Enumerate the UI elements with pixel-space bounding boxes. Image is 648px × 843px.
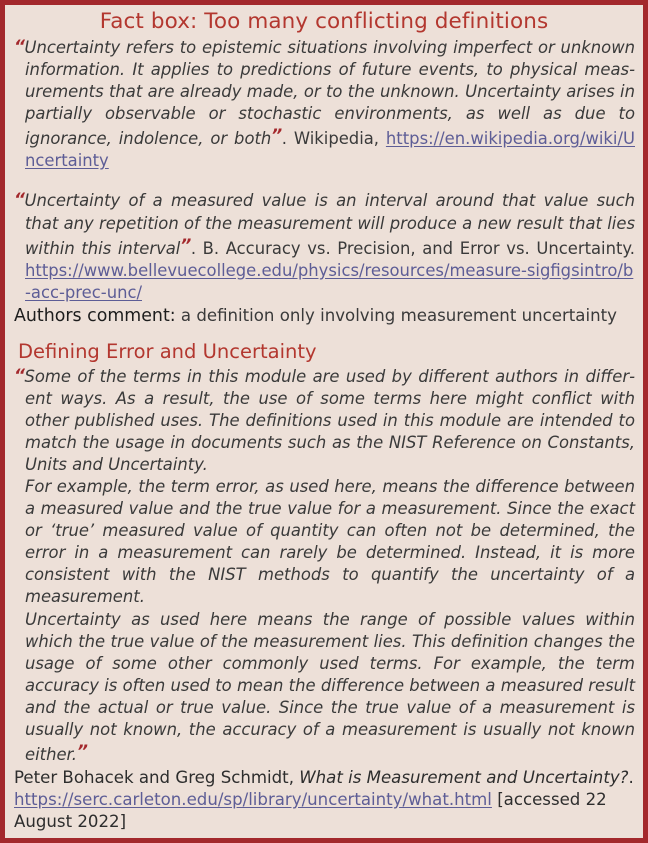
attribution-authors: Peter Bohacek and Greg Schmidt, — [14, 767, 300, 787]
quote-source-prefix: . B. Accuracy vs. Precision, and Error vs. Uncertainty. — [190, 238, 635, 258]
authors-comment-label: Authors comment: — [14, 305, 176, 326]
serc-carleton-link[interactable]: https://serc.carleton.edu/sp/library/uncertainty/what.html — [14, 789, 492, 809]
closing-quote-mark: ” — [180, 235, 191, 256]
attribution-work-title: What is Measurement and Uncertainty? — [299, 767, 629, 787]
quote-body: Uncertainty of a measured value is an interval around that value such that any repetition of the measurement will produce a new result that lies within this interval — [24, 191, 635, 258]
fact-box-title: Fact box: Too many conflicting definitions — [99, 9, 549, 34]
quote-body: For example, the term error, as used here, means the difference between a measured value and the true value for a measurement. Since the exact or ‘true’ measured value of quantity can often not be determined, the error in a measurement can rarely be determined. Instead, it is more consistent with the NIST methods to quantify the uncertainty of a measurement. — [25, 477, 635, 607]
closing-quote-mark: ” — [76, 741, 88, 762]
opening-quote-mark: “ — [14, 190, 25, 211]
authors-comment — [14, 305, 635, 328]
quote-block-serc — [14, 365, 635, 766]
quote-block-wikipedia — [14, 36, 635, 172]
quote-source-prefix: . Wikipedia, — [281, 129, 386, 149]
attribution-after-title: . — [628, 767, 634, 787]
quote-paragraph-1 — [14, 365, 635, 476]
attribution — [14, 767, 635, 833]
bellevue-college-link[interactable]: https://www.bellevuecollege.edu/physics/resources/measure-sigfigsintro/b-acc-prec-unc/ — [25, 260, 634, 302]
quote-body: Uncertainty as used here means the range of possible values within which the true value of the measurement lies. This definition changes the usage of some other commonly used terms. For example, the term accuracy is often used to mean the difference between a measured result and the actual or true value. Since the true value of a measurement is usually not known, the accuracy of a measurement is usually not known either. — [25, 609, 635, 764]
authors-comment-text: a definition only involving measurement uncertainty — [175, 305, 617, 325]
quote-paragraph-3 — [25, 609, 635, 766]
wikipedia-link[interactable]: https://en.wikipedia.org/wiki/Uncertainty — [25, 129, 635, 171]
closing-quote-mark: ” — [271, 126, 282, 147]
attribution-accessed: [accessed 22 August 2022] — [14, 789, 607, 831]
quote-block-bellevue — [14, 189, 635, 303]
section-heading: Defining Error and Uncertainty — [18, 340, 317, 364]
quote-text-wikipedia — [14, 36, 635, 172]
quote-body: Uncertainty refers to epistemic situations involving imperfect or unknown information. It applies to predictions of future events, to physical measurements that are already made, or to the unknown. Uncertainty arises in partially observable or stochastic environments, as well as due to ignorance, indolence, or both — [24, 38, 635, 149]
spacer — [13, 172, 635, 189]
spacer — [13, 327, 635, 341]
quote-body: Some of the terms in this module are used by different authors in different ways. As a result, the use of some terms here might conflict with other published uses. The definitions used in this module are intended to match the usage in documents such as the NIST Reference on Constants, Units and Uncertainty. — [24, 366, 635, 475]
opening-quote-mark: “ — [14, 37, 25, 58]
opening-quote-mark: “ — [14, 365, 25, 386]
quote-paragraph-2 — [25, 476, 635, 608]
quote-text-bellevue — [14, 189, 635, 303]
